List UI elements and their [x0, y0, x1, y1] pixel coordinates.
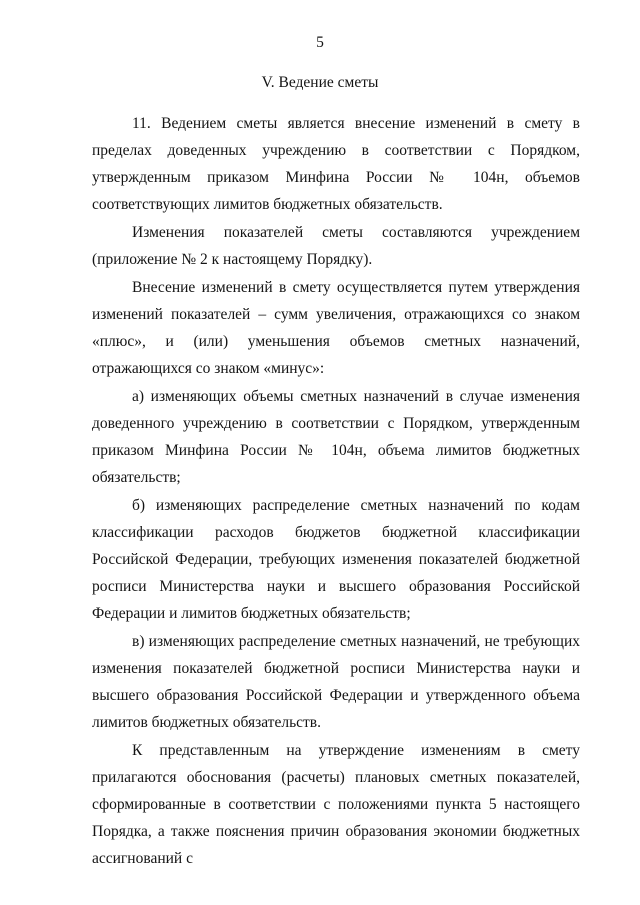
page-number: 5	[316, 34, 324, 51]
paragraph-11: 11. Ведением сметы является внесение изменений в смету в пределах доведенных учреждению в соответствии с Порядком, утвержденным приказом Минфина России № 104н, объемов соответствующих лимитов бюджетных обязательств.	[92, 115, 580, 213]
paragraph-item-v: в) изменяющих распределение сметных назначений, не требующих изменения показателей бюджетной росписи Министерства науки и высшего образования Российской Федерации и утвержденного объема лимитов бюджетных обязательств.	[92, 633, 580, 731]
paragraph-changes: Изменения показателей сметы составляются учреждением (приложение № 2 к настоящему Порядку).	[92, 224, 580, 268]
paragraph-item-b: б) изменяющих распределение сметных назначений по кодам классификации расходов бюджетов бюджетной классификации Российской Федерации, требующих изменения показателей бюджетной росписи Министерства науки и высшего образования Российской Федерации и лимитов бюджетных обязательств;	[92, 497, 580, 622]
paragraph-item-a: а) изменяющих объемы сметных назначений в случае изменения доведенного учреждению в соответствии с Порядком, утвержденным приказом Минфина России № 104н, объема лимитов бюджетных обязательств;	[92, 388, 580, 486]
section-title: V. Ведение сметы	[261, 74, 379, 91]
paragraph-approval: Внесение изменений в смету осуществляется путем утверждения изменений показателей – сумм увеличения, отражающихся со знаком «плюс», и (или) уменьшения объемов сметных назначений, отражающихся со знаком «минус»:	[92, 279, 580, 377]
paragraph-attachments: К представленным на утверждение изменениям в смету прилагаются обоснования (расчеты) плановых сметных показателей, сформированные в соответствии с положениями пункта 5 настоящего Порядка, а также пояснения причин образования экономии бюджетных ассигнований с	[92, 742, 580, 867]
body-text	[92, 110, 580, 873]
